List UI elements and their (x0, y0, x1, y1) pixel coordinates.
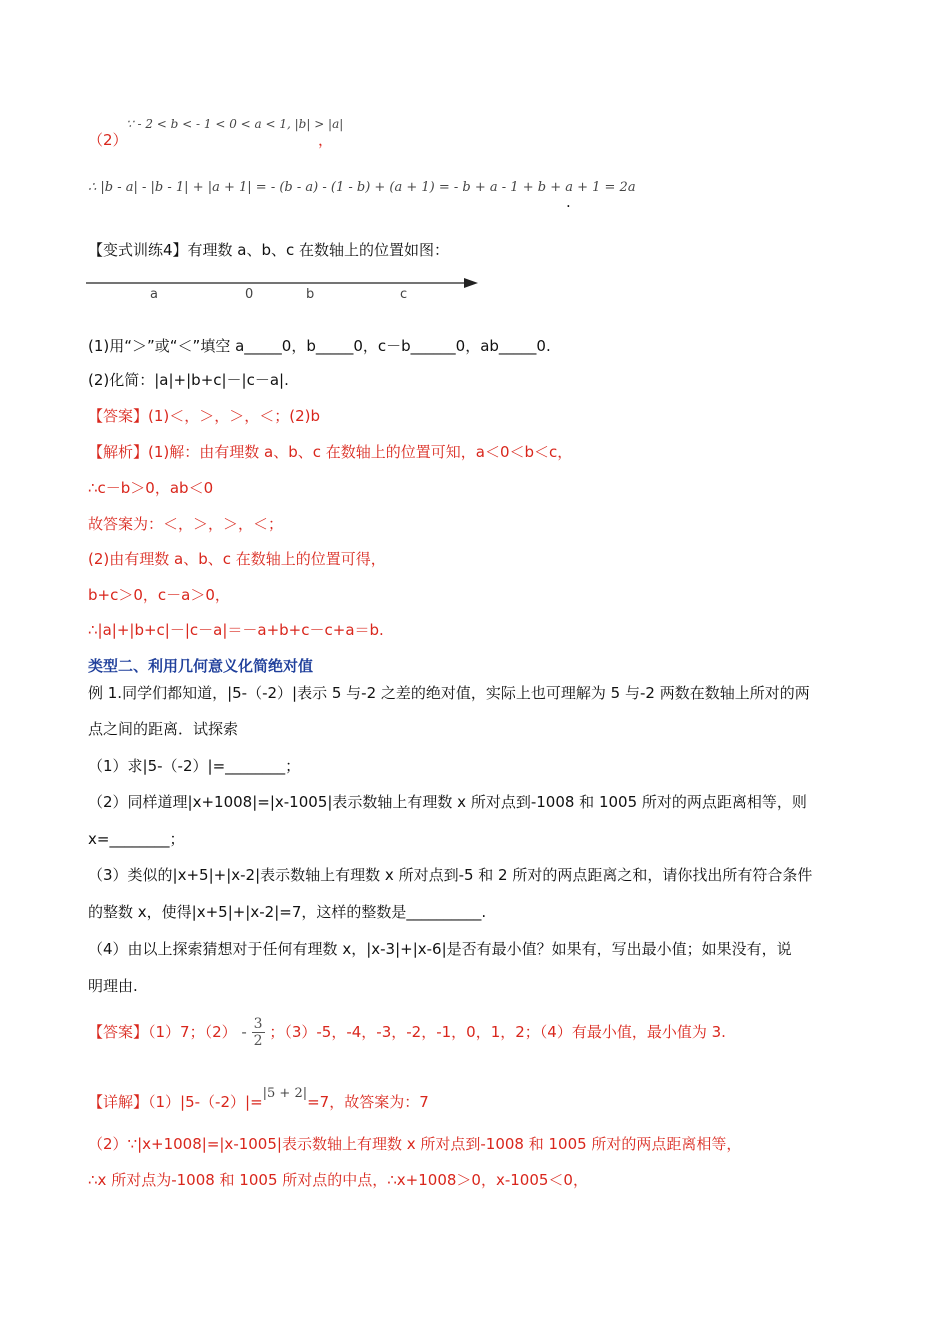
variant-analysis-5: b+c＞0，c－a＞0， (88, 586, 230, 604)
condition-comma: ， (318, 131, 334, 149)
axis-label-a: a (150, 287, 158, 302)
variant-analysis-1: 【解析】(1)解：由有理数 a、b、c 在数轴上的位置可知，a＜0＜b＜c， (88, 443, 573, 461)
simplify-formula: ∴ |b - a| - |b - 1| + |a + 1| = - (b - a) - (1 - b) + (a + 1) = - b + a - 1 + b + a + 1 = 2a (88, 180, 636, 195)
variant-analysis-4: (2)由有理数 a、b、c 在数轴上的位置可得， (88, 550, 386, 568)
question-1: （1）求|5-（-2）|=________； (88, 757, 301, 775)
fraction-denominator: 2 (253, 1033, 263, 1049)
variant-title: 【变式训练4】有理数 a、b、c 在数轴上的位置如图： (88, 241, 450, 259)
variant-q1: (1)用“＞”或“＜”填空 a_____0，b_____0，c－b______0，ab_____0. (88, 337, 551, 355)
variant-analysis-6: ∴|a|+|b+c|－|c－a|＝－a+b+c－c+a＝b. (88, 621, 384, 639)
axis-label-c: c (400, 287, 408, 302)
detail-suffix: =7，故答案为：7 (307, 1093, 429, 1111)
variant-answer: 【答案】(1)＜，＞，＞，＜；(2)b (88, 407, 321, 425)
detail-abs-formula: |5 + 2| (262, 1086, 308, 1101)
question-4-line-2: 明理由. (88, 977, 138, 995)
answer-line (88, 1012, 726, 1052)
detail-line-3: ∴x 所对点为-1008 和 1005 所对点的中点，∴x+1008＞0，x-1005＜0， (88, 1171, 588, 1189)
fraction-3-over-2 (252, 1016, 265, 1049)
question-3-line-1: （3）类似的|x+5|+|x-2|表示数轴上有理数 x 所对点到-5 和 2 所对的两点距离之和，请你找出所有符合条件 (88, 866, 813, 884)
question-2-line-2: x=________； (88, 830, 185, 848)
variant-q2: (2)化简：|a|+|b+c|－|c－a|. (88, 371, 289, 389)
variant-analysis-3: 故答案为：＜，＞，＞，＜； (88, 515, 284, 533)
number-line-arrow (464, 278, 478, 288)
example-1-line-1: 例 1.同学们都知道，|5-（-2）|表示 5 与-2 之差的绝对值，实际上也可理解为 5 与-2 两数在数轴上所对的两 (88, 684, 810, 702)
detail-line-2: （2）∵|x+1008|=|x-1005|表示数轴上有理数 x 所对点到-1008 和 1005 所对的两点距离相等， (88, 1135, 742, 1153)
detail-prefix: 【详解】（1）|5-（-2）|= (88, 1093, 263, 1111)
axis-label-0: 0 (245, 287, 254, 302)
answer-suffix: ；（3）-5，-4，-3，-2，-1，0，1，2；（4）有最小值，最小值为 3. (269, 1023, 726, 1041)
answer-minus: - (241, 1023, 247, 1041)
detail-line-1 (88, 1074, 429, 1122)
question-3-line-2: 的整数 x，使得|x+5|+|x-2|=7，这样的整数是__________. (88, 903, 487, 921)
number-line-figure (86, 272, 482, 304)
question-4-line-1: （4）由以上探索猜想对于任何有理数 x，|x-3|+|x-6|是否有最小值？如果有，写出最小值；如果没有，说 (88, 940, 792, 958)
section-heading: 类型二、利用几何意义化简绝对值 (88, 657, 314, 675)
fraction-numerator: 3 (253, 1016, 263, 1032)
item-2-label: （2） (88, 131, 128, 149)
question-2-line-1: （2）同样道理|x+1008|=|x-1005|表示数轴上有理数 x 所对点到-1008 和 1005 所对的两点距离相等，则 (88, 793, 807, 811)
axis-label-b: b (306, 287, 315, 302)
condition-formula: ∵ - 2 < b < - 1 < 0 < a < 1, |b| > |a| (126, 117, 344, 131)
example-1-line-2: 点之间的距离．试探索 (88, 720, 239, 738)
variant-analysis-2: ∴c－b＞0，ab＜0 (88, 479, 214, 497)
simplify-period: . (566, 193, 571, 211)
answer-prefix: 【答案】（1）7；（2） (88, 1023, 237, 1041)
